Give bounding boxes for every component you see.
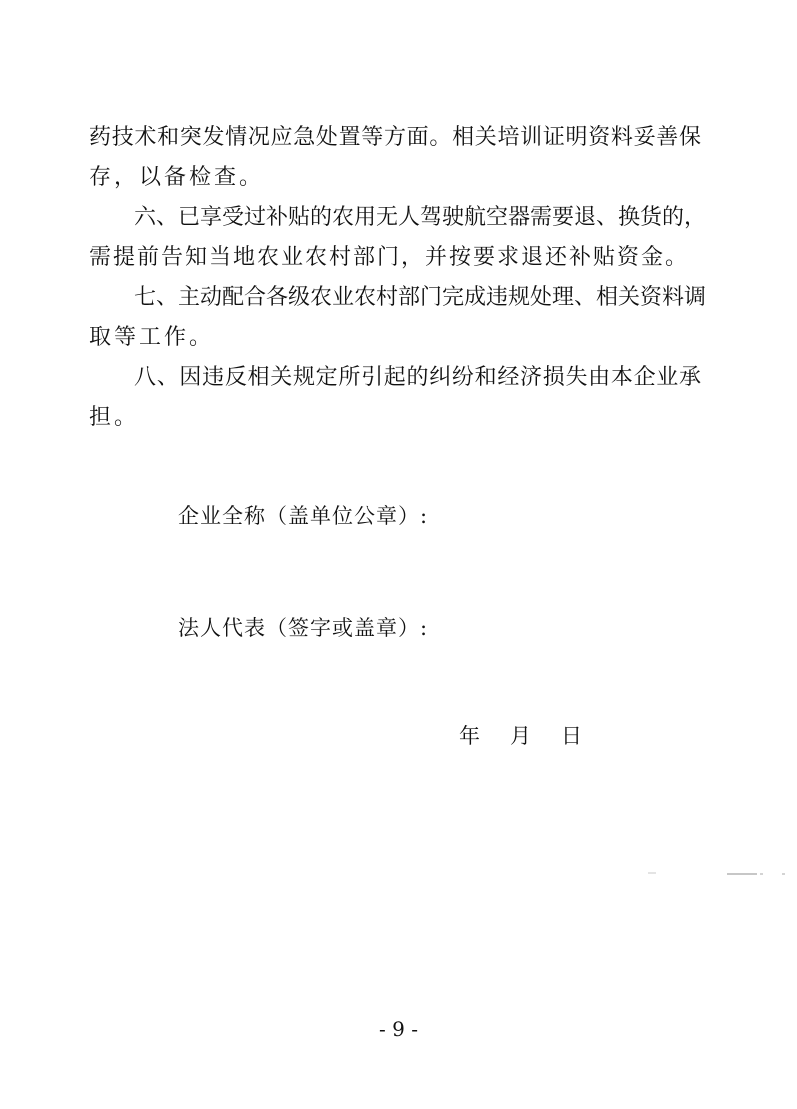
legal-representative-label: 法人代表（签字或盖章）: [178,616,429,640]
scan-artifact [648,872,656,874]
body-line-4: 需提前告知当地农业农村部门，并按要求退还补贴资金。 [89,245,690,270]
scan-artifact [760,873,763,875]
date-year: 年 [459,724,480,748]
page-number: - 9 - [379,1017,418,1041]
date-month: 月 [510,724,531,748]
date-day: 日 [561,724,582,748]
body-line-8: 担。 [89,405,140,430]
body-line-7: 八、因违反相关规定所引起的纠纷和经济损失由本企业承 [134,365,701,390]
scan-artifact [782,873,785,875]
scan-artifact [727,873,757,875]
date-line [459,720,582,750]
body-line-6: 取等工作。 [89,325,215,350]
body-line-5: 七、主动配合各级农业农村部门完成违规处理、相关资料调 [134,285,707,310]
body-line-3: 六、已享受过补贴的农用无人驾驶航空器需要退、换货的， [134,205,707,230]
body-line-1: 药技术和突发情况应急处置等方面。相关培训证明资料妥善保 [89,125,701,150]
body-line-2: 存，以备检查。 [89,165,265,190]
company-name-label: 企业全称（盖单位公章）: [178,504,429,528]
